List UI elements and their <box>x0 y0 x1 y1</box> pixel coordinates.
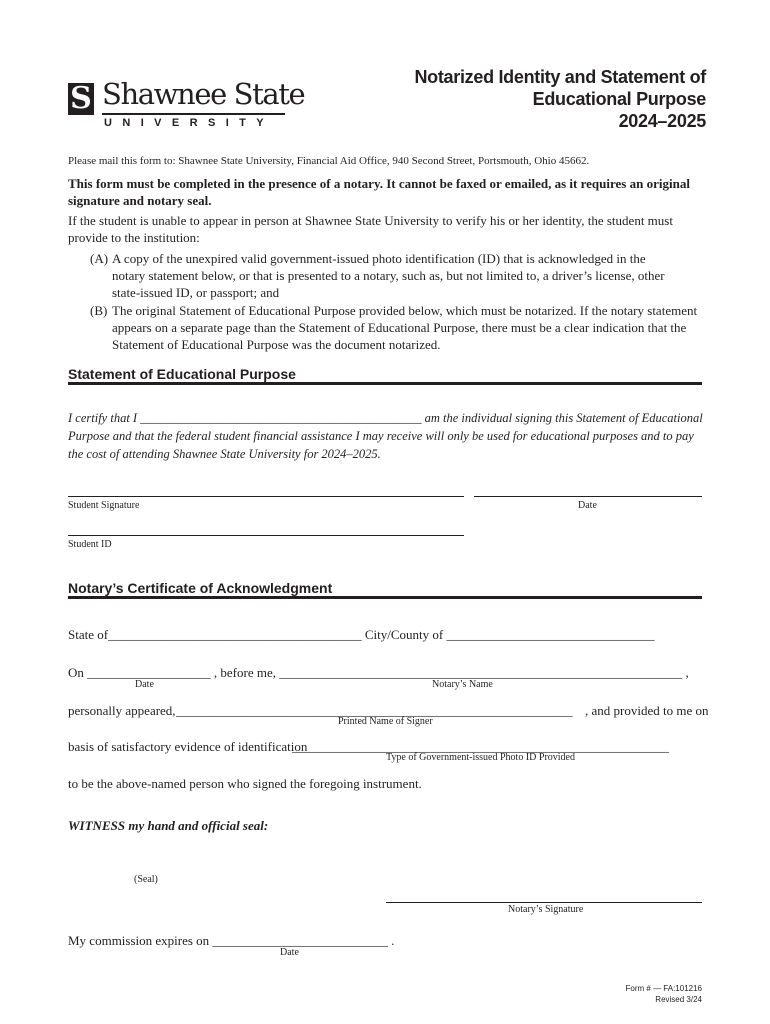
section-rule <box>68 596 702 599</box>
id-type-field[interactable]: __________________________________________________________ <box>292 739 669 754</box>
requirement-item-a <box>90 250 680 301</box>
form-title <box>414 66 706 132</box>
title-line-1: Notarized Identity and Statement of <box>414 67 706 87</box>
certification-text[interactable]: I certify that I _____________________________________________ am the individual signing this Statement of Educational Purpose and that the federal student financial assistance I may receive will only be used for educational purposes and to pay the cost of attending Shawnee State University for 2024–2025. <box>68 411 703 461</box>
notary-warning: This form must be completed in the presence of a notary. It cannot be faxed or emailed, as it requires an original signature and notary seal. <box>68 176 690 208</box>
foregoing-text: to be the above-named person who signed the foregoing instrument. <box>68 776 422 791</box>
printed-name-label: Printed Name of Signer <box>338 716 433 727</box>
intro-text: If the student is unable to appear in person at Shawnee State University to verify his or her identity, the student must provide to the institution: <box>68 213 673 245</box>
notary-date-label: Date <box>135 679 154 690</box>
student-date-label: Date <box>578 500 597 511</box>
item-text: A copy of the unexpired valid government-issued photo identification (ID) that is acknowledged in the notary statement below, or that is presented to a notary, such as, but not limited to, a driver’s license, other state-issued ID, or passport; and <box>112 251 665 300</box>
student-signature-field[interactable] <box>68 496 464 497</box>
notary-name-label: Notary’s Name <box>432 679 493 690</box>
section-heading-notary: Notary’s Certificate of Acknowledgment <box>68 580 333 596</box>
section-rule <box>68 382 702 385</box>
student-id-field[interactable] <box>68 535 464 536</box>
logo-mark: S <box>68 83 94 115</box>
section-heading-statement: Statement of Educational Purpose <box>68 366 296 382</box>
form-number: Form # — FA:101216 <box>625 984 702 993</box>
item-tag: (B) <box>90 303 108 318</box>
student-date-field[interactable] <box>474 496 702 497</box>
signer-name-field[interactable]: _____________________________________________________________ <box>176 703 573 718</box>
notary-signature-field[interactable] <box>386 902 702 903</box>
state-county-line[interactable]: State of_______________________________________ City/County of ________________________________ <box>68 627 655 642</box>
commission-line[interactable]: My commission expires on ___________________________ . <box>68 933 395 948</box>
logo-name: Shawnee State <box>102 77 305 111</box>
student-signature-label: Student Signature <box>68 500 140 511</box>
title-line-3: 2024–2025 <box>618 111 706 131</box>
notary-signature-label: Notary’s Signature <box>508 904 584 915</box>
item-text: The original Statement of Educational Purpose provided below, which must be notarized. If the notary statement appears on a separate page than the Statement of Educational Purpose, there must be a clear indication that the Statement of Educational Purpose was the document notarized. <box>112 303 698 352</box>
item-tag: (A) <box>90 251 109 266</box>
seal-label: (Seal) <box>134 874 158 885</box>
requirement-item-b <box>90 302 702 353</box>
logo-rule <box>102 113 285 115</box>
mail-instructions: Please mail this form to: Shawnee State University, Financial Aid Office, 940 Second Street, Portsmouth, Ohio 45662. <box>68 155 590 167</box>
id-type-label: Type of Government-issued Photo ID Provided <box>386 752 575 763</box>
appeared-text-right: , and provided to me on <box>585 703 709 718</box>
revised-date: Revised 3/24 <box>655 995 702 1004</box>
basis-text: basis of satisfactory evidence of identification <box>68 739 308 754</box>
logo-university: UNIVERSITY <box>104 117 275 129</box>
title-line-2: Educational Purpose <box>532 89 706 109</box>
notary-date-name-line[interactable]: On ___________________ , before me, ______________________________________________________________ , <box>68 665 689 680</box>
appeared-text: personally appeared, <box>68 703 176 718</box>
witness-text: WITNESS my hand and official seal: <box>68 818 269 833</box>
student-id-label: Student ID <box>68 539 112 550</box>
commission-date-label: Date <box>280 947 299 958</box>
